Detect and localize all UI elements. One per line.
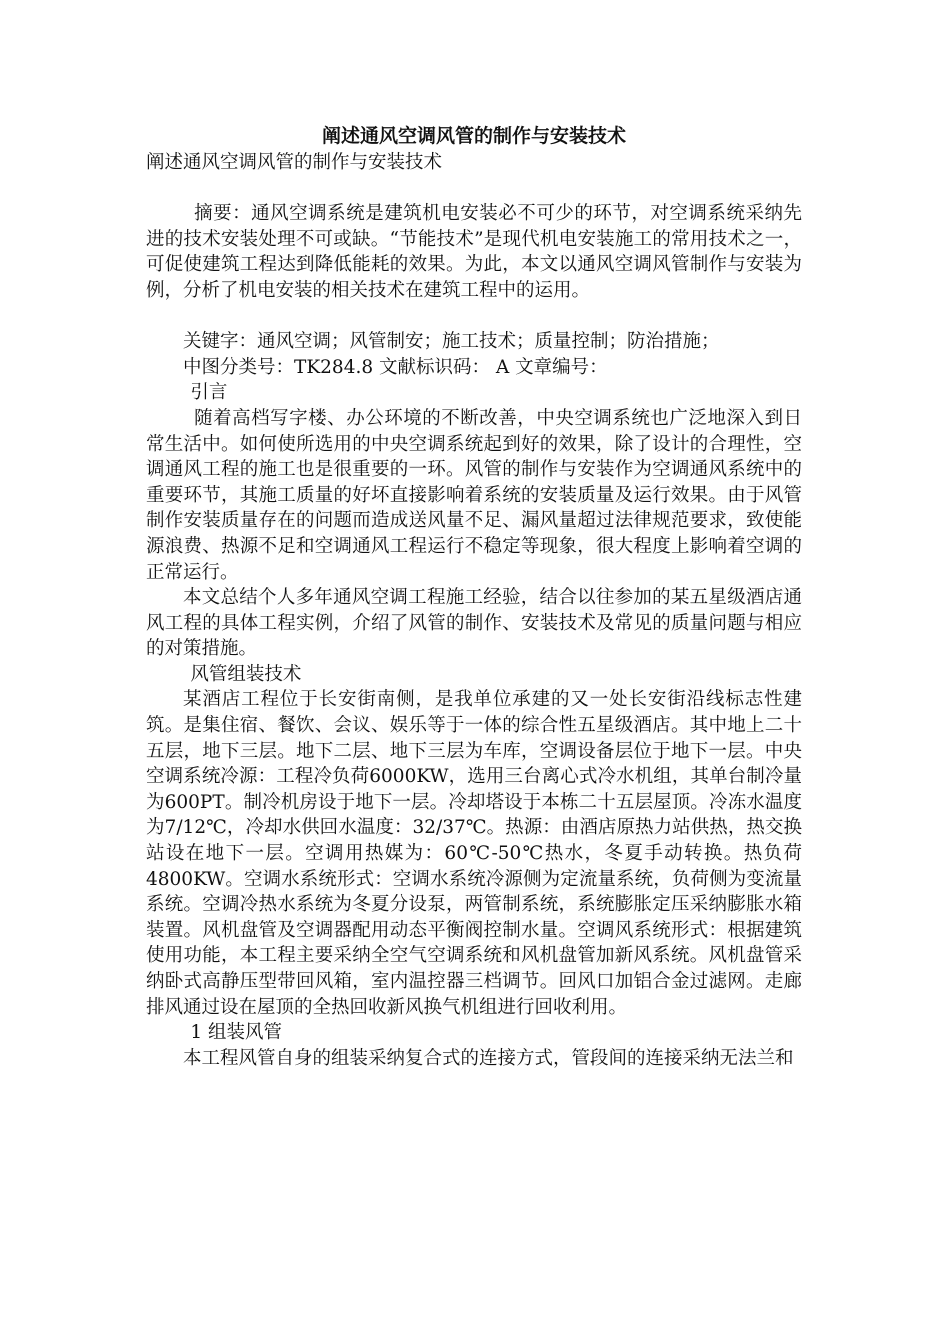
subsection-paragraph-1: 本工程风管自身的组装采纳复合式的连接方式，管段间的连接采纳无法兰和 (183, 1047, 794, 1069)
section-paragraph-1: 某酒店工程位于长安街南侧，是我单位承建的又一处长安街沿线标志性建筑。是集住宿、餐饮、会议、娱乐等于一体的综合性五星级酒店。其中地上二十五层，地下三层。地下二层、地下三层为车库，空调设备层位于地下一层。中央空调系统冷源：工程冷负荷6000KW，选用三台离心式冷水机组，其单台制冷量为600PT。制冷机房设于地下一层。冷却塔设于本栋二十五层屋顶。冷冻水温度为7/12℃，冷却水供回水温度：32/37℃。热源：由酒店原热力站供热，热交换站设在地下一层。空调用热媒为：60℃-50℃热水，冬夏手动转换。热负荷4800KW。空调水系统形式：空调水系统冷源侧为定流量系统，负荷侧为变流量系统。空调冷热水系统为冬夏分设泵，两管制系统，系统膨胀定压采纳膨胀水箱装置。风机盘管及空调器配用动态平衡阀控制水量。空调风系统形式：根据建筑使用功能，本工程主要采纳全空气空调系统和风机盘管加新风系统。风机盘管采纳卧式高静压型带回风箱，室内温控器三档调节。回风口加铝合金过滤网。走廊排风通过设在屋顶的全热回收新风换气机组进行回收利用。 (146, 689, 802, 1018)
document-subtitle: 阐述通风空调风管的制作与安装技术 (146, 152, 443, 173)
classification-line: 中图分类号：TK284.8 文献标识码： A 文章编号： (183, 356, 608, 378)
keywords-paragraph: 关键字：通风空调；风管制安；施工技术；质量控制；防治措施； (183, 331, 720, 353)
intro-paragraph-2: 本文总结个人多年通风空调工程施工经验，结合以往参加的某五星级酒店通风工程的具体工程实例，介绍了风管的制作、安装技术及常见的质量问题与相应的对策措施。 (146, 587, 802, 660)
abstract-paragraph: 摘要：通风空调系统是建筑机电安装必不可少的环节，对空调系统采纳先进的技术安装处理不可或缺。“节能技术”是现代机电安装施工的常用技术之一，可促使建筑工程达到降低能耗的效果。为此，本文以通风空调风管制作与安装为例，分析了机电安装的相关技术在建筑工程中的运用。 (146, 203, 802, 301)
section-heading: 风管组装技术 (190, 663, 302, 685)
intro-heading: 引言 (190, 382, 228, 404)
subsection-heading: 1 组装风管 (190, 1022, 283, 1044)
intro-paragraph-1: 随着高档写字楼、办公环境的不断改善，中央空调系统也广泛地深入到日常生活中。如何使所选用的中央空调系统起到好的效果，除了设计的合理性，空调通风工程的施工也是很重要的一环。风管的制作与安装作为空调通风系统中的重要环节，其施工质量的好坏直接影响着系统的安装质量及运行效果。由于风管制作安装质量存在的问题而造成送风量不足、漏风量超过法律规范要求，致使能源浪费、热源不足和空调通风工程运行不稳定等现象，很大程度上影响着空调的正常运行。 (146, 407, 802, 583)
document-title: 阐述通风空调风管的制作与安装技术 (321, 125, 626, 147)
